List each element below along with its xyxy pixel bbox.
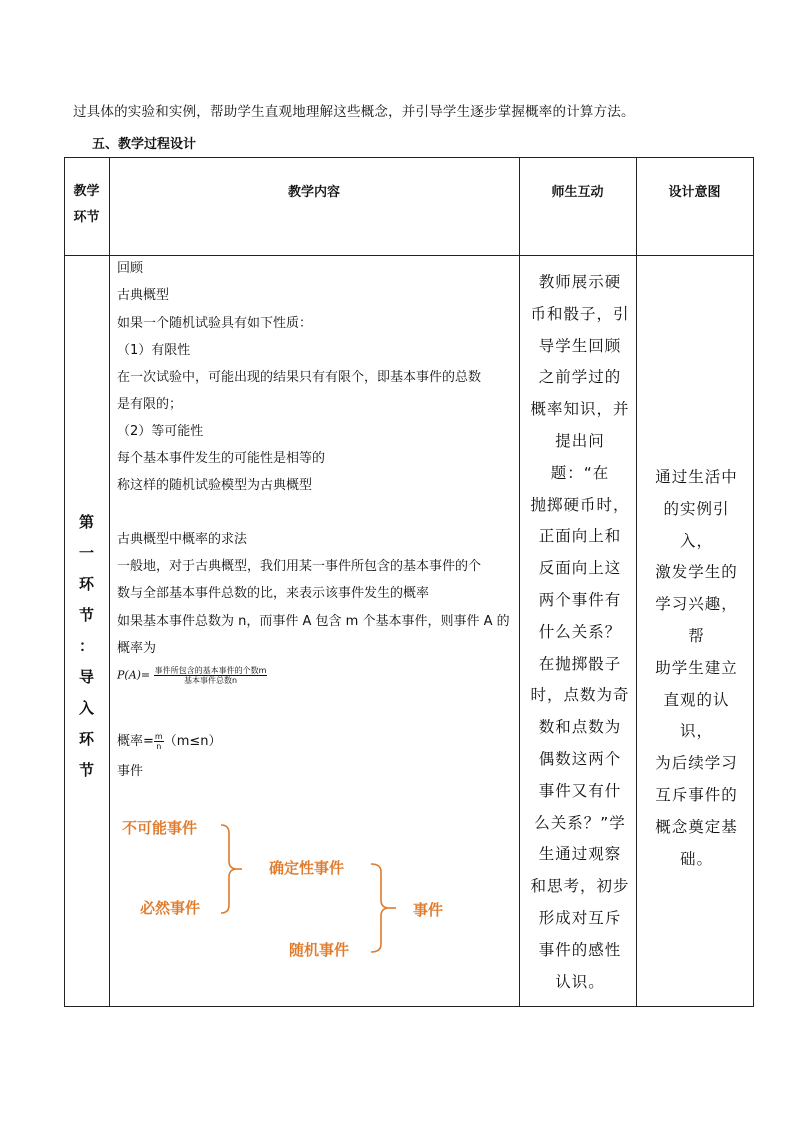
- header-content: 教学内容: [287, 185, 340, 200]
- interact-line: 事件的感性: [538, 940, 622, 959]
- interact-line: 在抛掷骰子: [538, 654, 622, 673]
- interact-line: 正面向上和: [538, 527, 622, 546]
- intro-paragraph: 过具体的实验和实例，帮助学生直观地理解这些概念，并引导学生逐步掌握概率的计算方法。: [73, 104, 635, 120]
- content-line: 概率为: [117, 641, 157, 656]
- interact-line: 事件又有什: [538, 781, 622, 800]
- content-line: 称这样的随机试验模型为古典概型: [117, 478, 313, 493]
- column-divider-2: [519, 157, 520, 1007]
- certain-event-label: 必然事件: [140, 899, 201, 917]
- purpose-line: 通过生活中: [655, 468, 738, 486]
- interact-line: 时，点数为奇: [530, 686, 630, 705]
- purpose-line: 的实例引入，: [663, 499, 730, 550]
- interact-line: 什么关系？: [538, 622, 622, 641]
- interact-line: 生通过观察: [538, 845, 622, 864]
- purpose-cell: [649, 462, 744, 875]
- interact-line: 抛掷硬币时，: [530, 495, 630, 514]
- header-interaction: 师生互动: [551, 185, 604, 200]
- purpose-line: 为后续学习: [655, 754, 738, 773]
- content-line: 古典概型中概率的求法: [117, 532, 248, 547]
- interact-line: 反面向上这: [538, 559, 622, 578]
- interact-line: 币和骰子，引: [530, 304, 630, 323]
- event-label: 事件: [413, 901, 444, 919]
- interact-line: 形成对互斥: [538, 908, 622, 927]
- lesson-design-table: [64, 157, 754, 1007]
- header-divider: [64, 255, 754, 256]
- content-line: 一般地，对于古典概型，我们用某一事件所包含的基本事件的个: [117, 559, 482, 574]
- content-line: 在一次试验中，可能出现的结果只有有限个，即基本事件的总数: [117, 370, 482, 385]
- purpose-line: 助学生建立: [655, 658, 738, 677]
- interact-line: 么关系？”学: [534, 813, 626, 832]
- interact-line: 两个事件有: [538, 590, 622, 609]
- event-classification-diagram: [117, 807, 517, 967]
- content-line: （2）等可能性: [117, 424, 204, 439]
- column-divider-1: [109, 157, 110, 1007]
- purpose-line: 互斥事件的: [655, 785, 738, 804]
- content-line: 如果基本事件总数为 n，而事件 A 包含 m 个基本事件，则事件 A 的: [117, 614, 510, 629]
- content-line: 数与全部基本事件总数的比，来表示该事件发生的概率: [117, 586, 430, 601]
- interact-line: 和思考，初步: [530, 877, 630, 896]
- interact-line: 概率知识，并: [530, 400, 630, 419]
- interact-line: 数和点数为: [538, 718, 622, 737]
- interact-line: 偶数这两个: [538, 749, 622, 768]
- purpose-line: 激发学生的: [655, 563, 738, 582]
- probability-formula: P(A)= $\frac{\text{事件所包含的基本事件的个数m}}{\text{基本事件总数n}}$: [117, 666, 267, 685]
- right-brace: [369, 862, 397, 954]
- interact-line: 提出问题：“在: [550, 431, 610, 482]
- purpose-line: 概念奠定基: [655, 817, 738, 836]
- content-line: 每个基本事件发生的可能性是相等的: [117, 451, 326, 466]
- probability-ratio: 概率= $\frac{m}{n}$ （m≤n）: [117, 732, 222, 751]
- content-line: 如果一个随机试验具有如下性质：: [117, 316, 313, 331]
- left-brace: [219, 823, 243, 915]
- purpose-line: 础。: [679, 849, 713, 868]
- table-border-right: [753, 157, 754, 1007]
- header-stage: 教学 环节: [73, 184, 100, 225]
- purpose-line: 直观的认识，: [663, 690, 730, 741]
- interact-line: 导学生回顾: [538, 336, 622, 355]
- table-border-bottom: [64, 1006, 754, 1007]
- content-line: 是有限的；: [117, 397, 183, 412]
- content-line: （1）有限性: [117, 343, 191, 358]
- content-line: 古典概型: [117, 288, 170, 303]
- events-label: 事件: [117, 764, 144, 779]
- content-line: 回顾: [117, 261, 144, 276]
- column-divider-3: [636, 157, 637, 1007]
- interact-line: 认识。: [555, 972, 605, 991]
- purpose-line: 学习兴趣，帮: [655, 595, 738, 645]
- stage-label: 第 一 环 节 ： 导 入 环 节: [78, 513, 94, 779]
- section-title: 五、教学过程设计: [92, 137, 197, 152]
- deterministic-event-label: 确定性事件: [269, 859, 345, 877]
- impossible-event-label: 不可能事件: [122, 819, 198, 837]
- interact-line: 之前学过的: [538, 368, 622, 387]
- interaction-cell: [526, 267, 634, 998]
- header-purpose: 设计意图: [668, 185, 721, 200]
- interact-line: 教师展示硬: [538, 273, 622, 291]
- random-event-label: 随机事件: [289, 941, 350, 959]
- table-border-top: [64, 157, 754, 158]
